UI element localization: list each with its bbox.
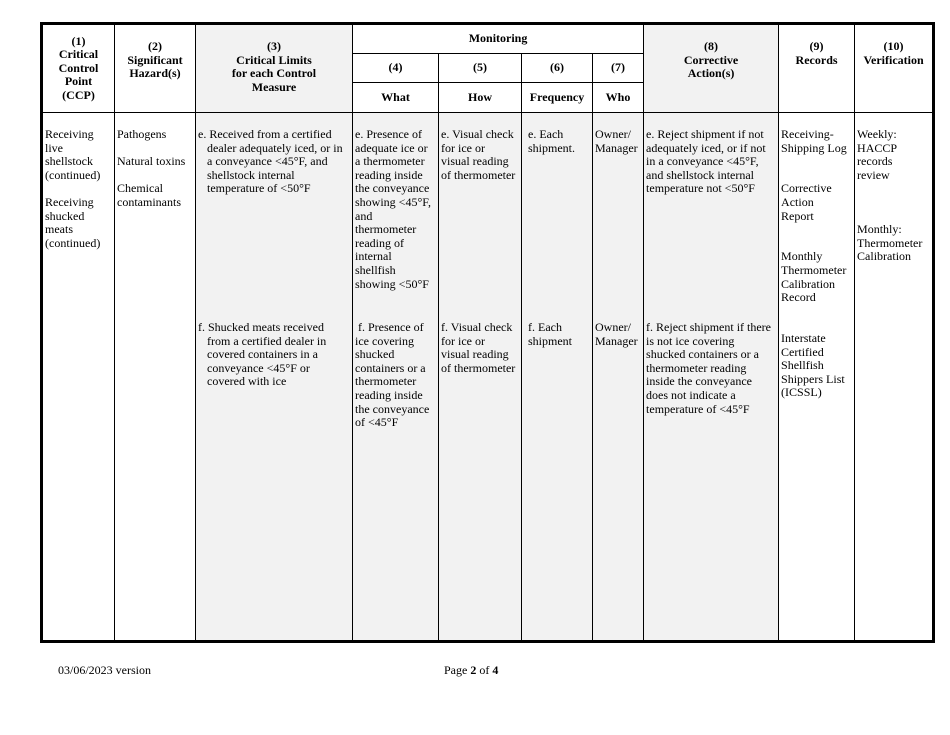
header-what-number: (4) [353, 54, 439, 83]
header-monitoring: Monitoring [353, 24, 644, 54]
cell-critical-limits [196, 113, 353, 642]
header-ccp: (1) Critical Control Point (CCP) [42, 24, 115, 113]
who-e: Owner/ Manager [595, 127, 638, 155]
cell-hazards [115, 113, 196, 642]
corrective-e: e. Reject shipment if not adequately iced, or if not in a conveyance <45°F, and shellstock internal temperature not <50°F [646, 127, 766, 196]
cell-verification [855, 113, 934, 642]
header-verification: (10) Verification [855, 24, 934, 113]
header-corrective-actions: (8) Corrective Action(s) [644, 24, 779, 113]
who-f: Owner/ Manager [595, 320, 638, 348]
header-critical-limits: (3) Critical Limits for each Control Measure [196, 24, 353, 113]
header-who-number: (7) [593, 54, 644, 83]
page-number: Page 2 of 4 [444, 663, 499, 677]
limit-e: e. Received from a certified dealer adequately iced, or in a conveyance <45°F, and shellstock internal temperature of <50°F [198, 127, 343, 196]
header-what: What [353, 83, 439, 113]
ccp-entries: Receiving live shellstock (continued) Receiving shucked meats (continued) [45, 127, 101, 250]
verification-list: Weekly: HACCP records review Monthly: Thermometer Calibration [857, 127, 923, 264]
header-who: Who [593, 83, 644, 113]
what-f: f. Presence of ice covering shucked containers or a thermometer reading inside the conveyance of <45°F [355, 320, 430, 430]
cell-monitoring-who [593, 113, 644, 642]
version-label: 03/06/2023 version [58, 663, 151, 677]
haccp-plan-table [40, 22, 935, 643]
records-list: Receiving- Shipping Log Corrective Action Report Monthly Thermometer Calibration Record Interstate Certified Shellfish Shippers List (ICSSL) [781, 127, 847, 400]
corrective-f: f. Reject shipment if there is not ice covering shucked containers or a thermometer reading inside the conveyance does not indicate a temperature of <45°F [646, 320, 772, 416]
what-e: e. Presence of adequate ice or a thermometer reading inside the conveyance showing <45°F, and thermometer reading of internal shellfish showing <50°F [355, 127, 431, 291]
cell-ccp [42, 113, 115, 642]
header-how: How [439, 83, 522, 113]
how-f: f. Visual check for ice or visual reading of thermometer [441, 320, 516, 375]
hazard-list: Pathogens Natural toxins Chemical contaminants [117, 127, 186, 209]
frequency-f: f. Each shipment [528, 320, 572, 348]
header-records: (9) Records [779, 24, 855, 113]
cell-monitoring-frequency [522, 113, 593, 642]
header-how-number: (5) [439, 54, 522, 83]
cell-monitoring-what [353, 113, 439, 642]
header-hazards: (2) Significant Hazard(s) [115, 24, 196, 113]
cell-corrective-actions [644, 113, 779, 642]
cell-records [779, 113, 855, 642]
limit-f: f. Shucked meats received from a certified dealer in covered containers in a conveyance <45°F or covered with ice [198, 320, 327, 389]
header-frequency-number: (6) [522, 54, 593, 83]
cell-monitoring-how [439, 113, 522, 642]
frequency-e: e. Each shipment. [528, 127, 575, 155]
how-e: e. Visual check for ice or visual reading of thermometer [441, 127, 516, 182]
header-frequency: Frequency [522, 83, 593, 113]
